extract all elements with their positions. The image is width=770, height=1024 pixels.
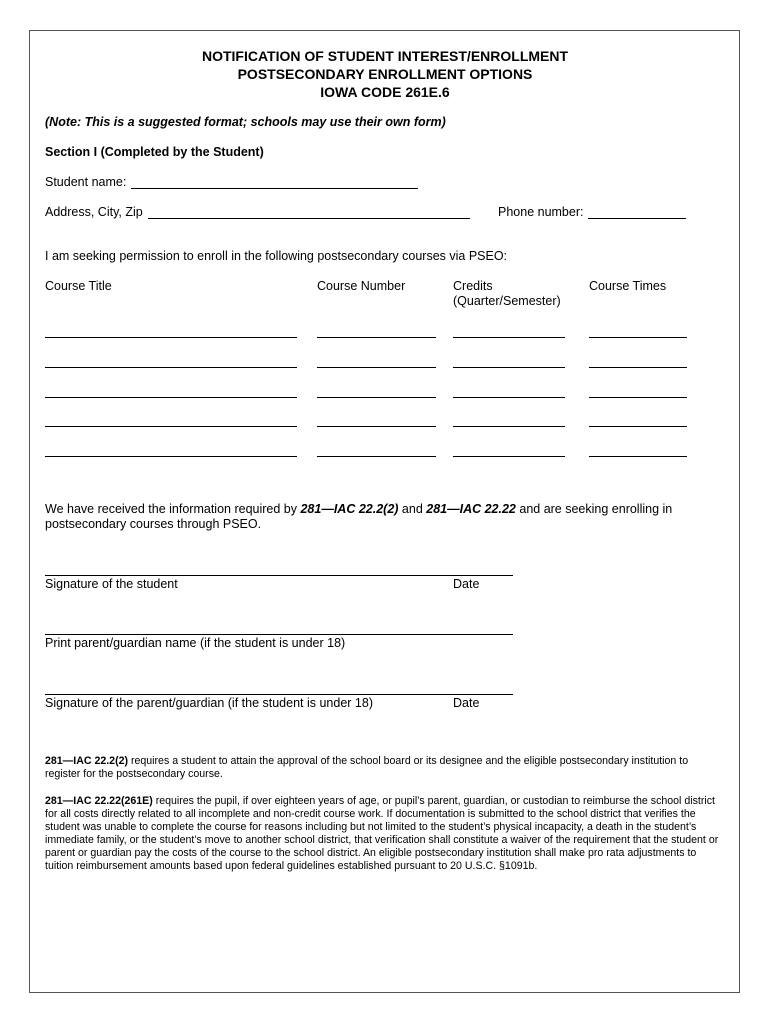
code-reference: IOWA CODE 261E.6	[320, 84, 450, 100]
phone-field[interactable]	[588, 218, 686, 219]
course-number-field[interactable]	[317, 426, 436, 427]
student-name-field[interactable]	[131, 188, 418, 189]
col-course-number: Course Number	[317, 279, 406, 293]
course-number-field[interactable]	[317, 456, 436, 457]
course-times-field[interactable]	[589, 367, 687, 368]
course-intro: I am seeking permission to enroll in the following postsecondary courses via PSEO:	[45, 249, 508, 263]
course-number-field[interactable]	[317, 397, 436, 398]
credits-field[interactable]	[453, 397, 565, 398]
form-subtitle: POSTSECONDARY ENROLLMENT OPTIONS	[237, 66, 533, 82]
address-field[interactable]	[148, 218, 470, 219]
course-times-field[interactable]	[589, 426, 687, 427]
course-times-field[interactable]	[589, 337, 687, 338]
format-note: (Note: This is a suggested format; schools may use their own form)	[45, 115, 446, 129]
student-name-label: Student name:	[45, 175, 127, 189]
footnote-22-22: 281—IAC 22.22(261E) requires the pupil, if over eighteen years of age, or pupil’s parent, guardian, or custodian to reimburse the school district for all costs directly related to all incomplete and non-credit course work. If documentation is submitted to the school district that verifies the student was unable to complete the course for reasons including but not limited to the student’s physical incapacity, a death in the student’s immediate family, or the student’s move to another school district, that verification shall constitute a waiver of the requirement that the student or parent or guardian pay the costs of the course to the school district. An eligible postsecondary institution shall make pro rata adjustments to tuition reimbursement amounts based upon federal guidelines established pursuant to 20 U.S.C. §1091b.	[45, 795, 719, 872]
course-title-field[interactable]	[45, 456, 297, 457]
col-course-times: Course Times	[589, 279, 667, 293]
course-title-field[interactable]	[45, 426, 297, 427]
section-heading: Section I (Completed by the Student)	[45, 145, 264, 159]
iac-reference: 281—IAC 22.2(2)	[300, 502, 399, 516]
parent-name-field[interactable]	[45, 634, 513, 635]
credits-field[interactable]	[453, 337, 565, 338]
course-title-field[interactable]	[45, 397, 297, 398]
course-times-field[interactable]	[589, 397, 687, 398]
parent-signature-label: Signature of the parent/guardian (if the student is under 18)	[45, 696, 373, 710]
footnote-22-2: 281—IAC 22.2(2) requires a student to attain the approval of the school board or its designee and the eligible postsecondary institution to register for the postsecondary course.	[45, 755, 689, 780]
course-number-field[interactable]	[317, 367, 436, 368]
course-title-field[interactable]	[45, 367, 297, 368]
phone-label: Phone number:	[498, 205, 584, 219]
credits-field[interactable]	[453, 456, 565, 457]
credits-field[interactable]	[453, 367, 565, 368]
pseo-statement: We have received the information required by 281—IAC 22.2(2) and 281—IAC 22.22 and are seeking enrolling in postsecondary courses through PSEO.	[45, 502, 673, 531]
date-label: Date	[453, 696, 480, 710]
parent-name-label: Print parent/guardian name (if the student is under 18)	[45, 636, 346, 650]
student-signature-label: Signature of the student	[45, 577, 178, 591]
course-title-field[interactable]	[45, 337, 297, 338]
course-number-field[interactable]	[317, 337, 436, 338]
col-credits: Credits	[453, 279, 493, 293]
student-signature-field[interactable]	[45, 575, 513, 576]
address-label: Address, City, Zip	[45, 205, 143, 219]
iac-reference: 281—IAC 22.22	[426, 502, 516, 516]
date-label: Date	[453, 577, 480, 591]
credits-field[interactable]	[453, 426, 565, 427]
col-credits-unit: (Quarter/Semester)	[453, 294, 561, 308]
course-times-field[interactable]	[589, 456, 687, 457]
col-course-title: Course Title	[45, 279, 112, 293]
form-title: NOTIFICATION OF STUDENT INTEREST/ENROLLMENT	[201, 48, 569, 64]
parent-signature-field[interactable]	[45, 694, 513, 695]
